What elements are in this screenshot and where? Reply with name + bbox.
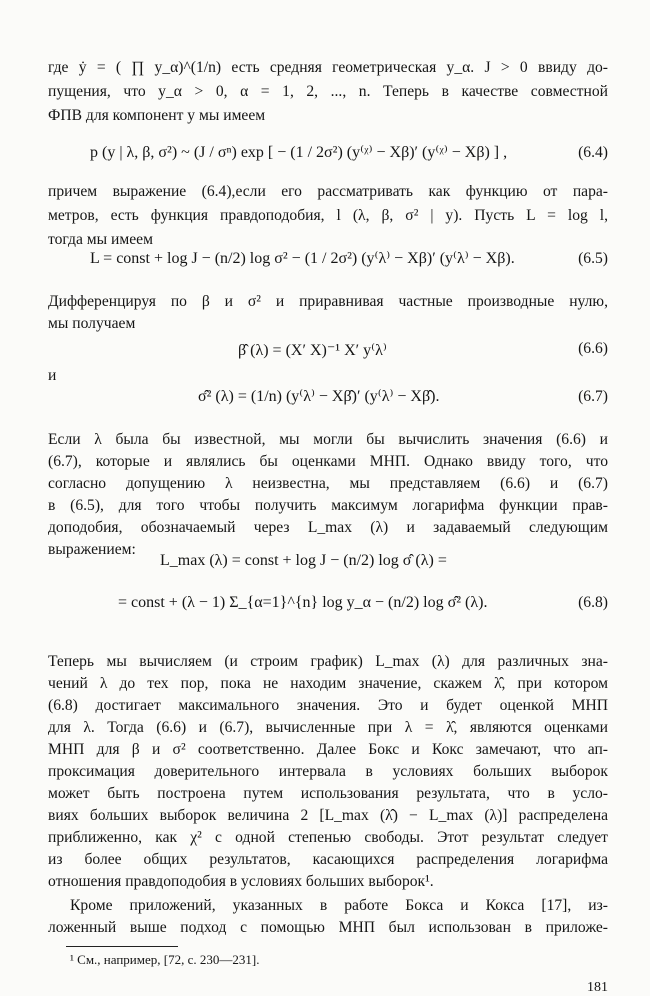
- text-line: для λ. Тогда (6.6) и (6.7), вычисленные при λ = λ̂, являются оценками: [48, 719, 608, 736]
- text-line: тогда мы имеем: [48, 231, 153, 248]
- text-line: (6.7), которые и являлись бы оценками МНП. Однако ввиду того, что: [48, 453, 608, 470]
- text-line: в (6.5), для того чтобы получить максимум логарифма функции прав-: [48, 497, 608, 514]
- text-line: доподобия, обозначаемый через L_max (λ) и задаваемый следующим: [48, 519, 608, 536]
- text-line: виях больших выборок величина 2 [L_max (λ̂) − L_max (λ)] распределена: [48, 807, 608, 824]
- text-line: проксимация доверительного интервала в условиях больших выборок: [48, 763, 608, 780]
- text-line: чений λ до тех пор, пока не находим значение, скажем λ̂, при котором: [48, 675, 608, 692]
- footnote: ¹ См., например, [72, с. 230—231].: [70, 952, 260, 967]
- text-line: выражением:: [48, 541, 136, 558]
- text-line: МНП для β и σ² соответственно. Далее Бокс и Кокс замечают, что ап-: [48, 741, 608, 758]
- page-number: 181: [587, 980, 608, 995]
- equation-6-4: p (y | λ, β, σ²) ~ (J / σⁿ) exp [ − (1 / 2σ²) (y⁽ᵡ⁾ − Xβ)′ (y⁽ᵡ⁾ − Xβ) ] ,: [90, 144, 508, 161]
- equation-number-6-6: (6.6): [578, 340, 608, 357]
- text-line: отношения правдоподобия в условиях больших выборок¹.: [48, 873, 434, 890]
- text-line: пущения, что y_α > 0, α = 1, 2, ..., n. Теперь в качестве совместной: [48, 83, 608, 100]
- equation-number-6-7: (6.7): [578, 388, 608, 405]
- text-line: Если λ была бы известной, мы могли бы вычислить значения (6.6) и: [48, 431, 608, 448]
- equation-number-6-8: (6.8): [578, 594, 608, 611]
- text-line: мы получаем: [48, 315, 136, 332]
- text-line: метров, есть функция правдоподобия, l (λ, β, σ² | y). Пусть L = log l,: [48, 207, 608, 224]
- text-line: Теперь мы вычисляем (и строим график) L_max (λ) для различных зна-: [48, 653, 608, 670]
- text-line: Кроме приложений, указанных в работе Бокса и Кокса [17], из-: [70, 897, 608, 914]
- equation-number-6-4: (6.4): [578, 144, 608, 161]
- footnote-rule: [66, 946, 178, 947]
- equation-6-5: L = const + log J − (n/2) log σ² − (1 / 2σ²) (y⁽λ⁾ − Xβ)′ (y⁽λ⁾ − Xβ).: [90, 250, 515, 267]
- text-line: ФПВ для компонент y мы имеем: [48, 107, 266, 124]
- text-line: (6.8) достигает максимального значения. Это и будет оценкой МНП: [48, 697, 608, 714]
- text-line: причем выражение (6.4),если его рассматривать как функцию от пара-: [48, 183, 608, 200]
- conjunction-and: и: [48, 367, 57, 384]
- text-line: согласно допущению λ неизвестна, мы представляем (6.6) и (6.7): [48, 475, 608, 492]
- equation-6-6: β̂ (λ) = (X′ X)⁻¹ X′ y⁽λ⁾: [238, 342, 387, 359]
- equation-6-7: σ̂² (λ) = (1/n) (y⁽λ⁾ − Xβ̂)′ (y⁽λ⁾ − Xβ̂).: [198, 388, 440, 405]
- equation-6-8-line-2: = const + (λ − 1) Σ_{α=1}^{n} log y_α − (n/2) log σ̂² (λ).: [118, 594, 488, 611]
- equation-6-8-line-1: L_max (λ) = const + log J − (n/2) log σ̂ (λ) =: [160, 552, 447, 569]
- text-line: может быть построена путем использования результата, что в усло-: [48, 785, 608, 802]
- text-line: Дифференцируя по β и σ² и приравнивая частные производные нулю,: [48, 293, 608, 310]
- text-line: приближенно, как χ² с одной степенью свободы. Этот результат следует: [48, 829, 608, 846]
- text-line: ложенный выше подход с помощью МНП был использован в приложе-: [48, 919, 608, 936]
- equation-number-6-5: (6.5): [578, 250, 608, 267]
- text-line: из более общих результатов, касающихся распределения логарифма: [48, 851, 608, 868]
- text-line: где ẏ = ( ∏ y_α)^(1/n) есть средняя геометрическая y_α. J > 0 ввиду до-: [48, 59, 608, 76]
